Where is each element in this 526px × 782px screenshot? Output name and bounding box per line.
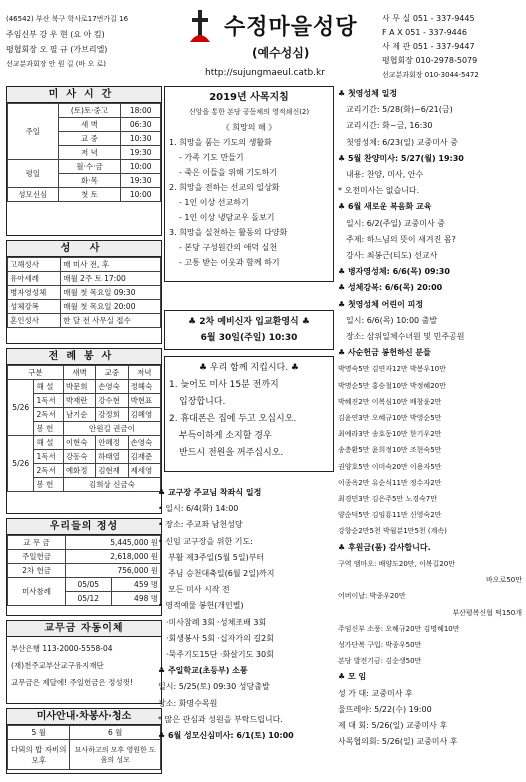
mass-cell: 화·목 — [58, 174, 121, 188]
rules-line: 2. 휴대폰은 집에 두고 오십시오. — [169, 414, 297, 424]
mass-cell: 성모신심 — [8, 188, 59, 202]
service-cell: 5/26 — [8, 436, 34, 492]
mass-cell: 새 벽 — [58, 118, 121, 132]
fax: F A X 051 - 337-9446 — [382, 28, 467, 37]
table-row — [8, 104, 161, 118]
mission-head: 선교분과회장 안 원 길 (바 오 로) — [6, 60, 106, 68]
notice-line: ♣ 병자영성체: 6/6(목) 09:30 — [338, 267, 450, 277]
sacrament-cell: 병자영성체 — [8, 286, 61, 300]
offering-box — [6, 518, 162, 616]
guideline-title: 2019년 사목지침 — [209, 92, 289, 103]
notice-line: 내용: 찬양, 미사, 안수 — [346, 170, 424, 180]
pastoral-guideline-box — [164, 86, 334, 282]
mission-phone: 선교분과회장 010-3044-5472 — [382, 71, 479, 79]
rules-line: 입장합니다. — [179, 397, 226, 407]
notice-line: * 오전미사는 없습니다. — [338, 186, 420, 196]
service-cell: 남기순 — [63, 408, 95, 422]
service-cell: 정헤숙 — [128, 380, 160, 394]
mass-cell: (토)토·중고 — [58, 104, 121, 118]
mass-cell: 10:30 — [121, 132, 161, 146]
council-president: 평협회장 오 필 규 (가브리엘) — [6, 45, 108, 54]
service-cell: 손영숙 — [96, 380, 128, 394]
guideline-sub: 신앙을 통한 본당 공동체의 영적쇄신(2) — [188, 108, 310, 116]
sacrament-cell: 고해성사 — [8, 258, 61, 272]
support-line: 성가단복 구입: 박종우50만 — [338, 640, 422, 649]
notice-line: * 많은 관심과 성원을 부탁드립니다. — [158, 714, 283, 724]
church-logo-icon — [190, 10, 210, 42]
rules-line: 부득이하게 소지할 경우 — [179, 431, 272, 441]
service-table — [7, 365, 161, 492]
service-cell: 강동숙 — [63, 450, 95, 464]
offering-cell: 미사참례 — [8, 578, 66, 606]
service-head: 교중 — [96, 366, 128, 380]
notice-line: 모든 미사 시작 전 — [168, 585, 230, 595]
table-row — [8, 726, 161, 740]
notice-line: 교리시간: 화~금, 16:30 — [346, 121, 433, 131]
notice-line: 장소: 화명수목원 — [158, 698, 218, 708]
guide-box — [6, 708, 162, 774]
notice-line: ♣ 6월 새로운 복음화 교육 — [338, 202, 432, 212]
sacrament-cell: 한 달 전 사무실 접수 — [61, 314, 161, 328]
address: (46542) 부산 북구 학사로17번가길 16 — [6, 15, 129, 23]
notice-line: • 장소: 주교좌 남천성당 — [158, 520, 243, 530]
service-cell: 1독서 — [34, 450, 63, 464]
mass-cell: 월·수·금 — [58, 160, 121, 174]
guide-table — [7, 725, 161, 770]
sacrament-title: 성 사 — [7, 241, 161, 257]
sacrament-cell: 성체강복 — [8, 300, 61, 314]
notice-line: 주제: 하느님의 뜻이 새겨진 몸? — [346, 234, 456, 244]
notice-line: 첫영성체: 6/23(일) 교중미사 중 — [346, 137, 458, 147]
table-row — [8, 536, 161, 550]
guideline-line: - 1인 이상 선교하기 — [179, 198, 249, 207]
notice-line: ♣ 첫영성체 일정 — [338, 89, 398, 98]
table-row — [8, 366, 161, 380]
service-cell: 이현숙 — [63, 436, 95, 450]
service-cell: 해 설 — [34, 380, 63, 394]
guide-title: 미사안내·차봉사·청소 — [7, 709, 161, 725]
table-row — [8, 286, 161, 300]
support-line: 어버이날: 박종우20만 — [338, 592, 406, 601]
table-row — [8, 188, 161, 202]
notice-line: 일시: 6/2(주일) 교중미사 중 — [346, 218, 445, 228]
notice-line: ♣ 사순헌금 봉헌하신 분들 — [338, 348, 431, 358]
notice-line: 교리기간: 5/28(화)~6/21(금) — [346, 105, 453, 115]
guideline-line: - 본당 구성원간의 애덕 실천 — [179, 243, 278, 252]
donor-row: 김윤연3만 오혜규10만 박영순5만 — [338, 414, 442, 423]
table-row — [8, 564, 161, 578]
donor-row: 강향순2만5천 박월분1만5천 (계속) — [338, 527, 447, 536]
service-cell: 박문희 — [63, 380, 95, 394]
notice-line: ♣ 첫영성체 어린이 피정 — [338, 299, 424, 309]
table-row — [8, 578, 161, 592]
mass-table — [7, 103, 161, 202]
donor-row: 권양호5만 이미숙20만 이용자5만 — [338, 462, 442, 471]
notice-line: 부활 제3주일(5월 5일)부터 — [168, 552, 265, 562]
notice-line: ·미사참례 3회 ·성체조배 3회 — [166, 617, 267, 627]
mass-cell: 저 녁 — [58, 146, 121, 160]
notice-line: 장소: 삼위일체수녀원 및 민주공원 — [346, 332, 465, 342]
rectory-phone: 사 제 관 051 - 337-9447 — [382, 42, 475, 51]
service-cell: 김혜영 — [128, 408, 160, 422]
council-phone: 평협회장 010-2978-5079 — [382, 56, 478, 65]
sacrament-cell: 매월 2주 토 17:00 — [61, 272, 161, 286]
table-row — [8, 272, 161, 286]
guideline-line: 2. 희망을 전하는 선교의 일상화 — [169, 183, 280, 192]
sacrament-table — [7, 257, 161, 328]
right-column — [338, 86, 522, 750]
mass-cell: 주일 — [8, 104, 59, 160]
parish-url[interactable]: http://sujungmaeul.catb.kr — [205, 68, 325, 78]
notice-line: 일시: 5/25(토) 09:30 성당출발 — [158, 682, 270, 692]
notice-line: • 일시: 6/4(화) 14:00 — [158, 504, 239, 514]
foundation: (재)천주교부산교구유지재단 — [11, 661, 104, 670]
mass-cell: 평일 — [8, 160, 59, 188]
header — [0, 0, 526, 84]
service-cell: 봉 헌 — [34, 422, 63, 436]
service-cell: 하태열 — [96, 450, 128, 464]
offering-cell: 05/05 — [66, 578, 111, 592]
service-cell: 2독서 — [34, 464, 63, 478]
offering-cell: 756,000 원 — [66, 564, 161, 578]
guideline-line: 3. 희망을 실천하는 활동의 다양화 — [169, 228, 288, 237]
table-row — [8, 740, 161, 770]
offering-cell: 498 명 — [111, 592, 160, 606]
meeting-line: 울뜨레야: 5/22(수) 19:00 — [338, 704, 432, 714]
guideline-line: - 죽은 이들을 위해 기도하기 — [179, 168, 278, 177]
offering-cell: 2차 헌금 — [8, 564, 66, 578]
rules-title: ♣ 우리 함께 지킵시다. ♣ — [199, 363, 299, 373]
notice-line: ♣ 성체강복: 6/6(목) 20:00 — [338, 283, 443, 293]
support-line: 부산평복신협 떡150개 — [452, 608, 522, 617]
sacrament-cell: 매 미사 전, 후 — [61, 258, 161, 272]
mass-cell: 10:00 — [121, 188, 161, 202]
rules-line: 반드시 전원을 꺼주십시오. — [179, 448, 284, 458]
table-row — [8, 314, 161, 328]
service-cell: 김희상 신금숙 — [63, 478, 160, 492]
notice-line: ♣ 교구장 주교님 착좌식 일정 — [158, 488, 262, 497]
offering-cell: 2,618,000 원 — [66, 550, 161, 564]
meeting-line: 성 가 대: 교중미사 후 — [338, 688, 413, 698]
donor-row: 송층환5만 윤희정10만 조현숙5만 — [338, 446, 442, 455]
table-row — [8, 160, 161, 174]
service-cell: 손영숙 — [128, 436, 160, 450]
guideline-line: 1. 희망을 품는 기도의 생활화 — [169, 138, 272, 147]
guideline-theme: 《 희망의 해 》 — [221, 123, 277, 132]
notice-line: ·회생봉사 5회 ·십자가의 길2회 — [166, 633, 274, 643]
offering-cell: 5,445,000 원 — [66, 536, 161, 550]
transfer-note: 교무금은 제달에! 주일헌금은 정성껏! — [11, 678, 133, 687]
meeting-line: 사목협의회: 5/26(일) 교중미사 후 — [338, 737, 458, 747]
offering-cell: 459 명 — [111, 578, 160, 592]
table-row — [8, 550, 161, 564]
office-phone: 사 무 실 051 - 337-9445 — [382, 14, 475, 23]
donor-row: 최경민3만 김은주5만 노경숙7만 — [338, 495, 437, 504]
mass-cell: 교 중 — [58, 132, 121, 146]
guide-cell: 다뫼의 밥 자비의 모후 — [8, 740, 70, 770]
entrance-ceremony-box — [164, 310, 334, 350]
mass-times-box — [6, 86, 162, 236]
service-cell: 1독서 — [34, 394, 63, 408]
table-row — [8, 258, 161, 272]
offering-cell: 교 무 금 — [8, 536, 66, 550]
service-cell: 박재란 — [63, 394, 95, 408]
notice-line: ♣ 6월 성모신심미사: 6/1(토) 10:00 — [158, 731, 294, 741]
table-row — [8, 436, 161, 450]
guideline-line: - 1인 이상 냉담교우 돌보기 — [179, 213, 275, 222]
transfer-box — [6, 620, 162, 704]
notice-line: 강사: 최봉근(티도) 선교사 — [346, 251, 438, 261]
donor-row: 박명숙5만 김연자12만 박봉우10만 — [338, 365, 446, 374]
mass-cell: 18:00 — [121, 104, 161, 118]
service-cell: 김현재 — [96, 464, 128, 478]
service-cell: 안혜정 — [96, 436, 128, 450]
service-cell: 봉 헌 — [34, 478, 63, 492]
sacrament-cell: 혼인성사 — [8, 314, 61, 328]
table-row — [8, 380, 161, 394]
parish-subtitle: (예수성심) — [252, 46, 310, 60]
notice-line: 주님 승천대축일(6월 2일)까지 — [168, 569, 275, 579]
notice-line: ♣ 5월 찬양미사: 5/27(월) 19:30 — [338, 153, 464, 163]
service-cell: 제세영 — [128, 464, 160, 478]
header-left-info — [6, 12, 186, 72]
mass-cell: 첫 토 — [58, 188, 121, 202]
guide-cell: 묘사하고의 모후 영원한 도움의 성모 — [70, 740, 161, 770]
notice-line: ·묵주기도15단 ·화살기도 30회 — [166, 650, 274, 660]
guideline-line: - 고통 받는 이웃과 함께 하기 — [179, 258, 280, 267]
sacrament-cell: 매월 첫 목요일 09:30 — [61, 286, 161, 300]
service-cell: 예화정 — [63, 464, 95, 478]
header-contacts — [382, 12, 479, 82]
mass-cell: 06:30 — [121, 118, 161, 132]
donor-row: 최예라3만 송호동10만 한기우2만 — [338, 430, 442, 439]
left-column — [6, 86, 162, 776]
bank-account: 부산은행 113-2000-5558-04 — [11, 644, 113, 653]
service-cell: 2독서 — [34, 408, 63, 422]
service-box — [6, 348, 162, 514]
offering-table — [7, 535, 161, 606]
table-row — [8, 300, 161, 314]
guide-month: 6 월 — [70, 726, 161, 740]
service-head: 저녁 — [128, 366, 160, 380]
pastor: 주임신부 강 우 현 (요 아 킴) — [6, 30, 105, 39]
offering-cell: 05/12 — [66, 592, 111, 606]
donor-row: 이종옥2만 유순식11만 정수자2만 — [338, 478, 442, 487]
support-line: 주임신부 소풍: 오혜규20만 김명혜10만 — [338, 624, 460, 633]
entrance-date: 6월 30일(주일) 10:30 — [200, 333, 298, 343]
entrance-line: ♣ 2차 예비신자 입교환영식 ♣ — [188, 317, 310, 327]
transfer-title: 교무금 자동이체 — [7, 621, 161, 637]
guide-month: 5 월 — [8, 726, 70, 740]
mass-cell: 10:00 — [121, 160, 161, 174]
service-cell: 안원길 권금이 — [63, 422, 160, 436]
service-head: 구분 — [8, 366, 64, 380]
rules-line: 1. 늦어도 미사 15분 전까지 — [169, 380, 279, 390]
notice-line: • 신임 교구장을 위한 기도: — [158, 536, 253, 546]
donor-row: 박명순5만 홍승철10만 박정혜20만 — [338, 381, 446, 390]
guideline-line: - 가족 기도 만들기 — [179, 153, 244, 162]
mass-cell: 19:30 — [121, 174, 161, 188]
notice-line: ♣ 주일학교(초등부) 소풍 — [158, 666, 248, 676]
mass-cell: 19:30 — [121, 146, 161, 160]
service-head: 새벽 — [63, 366, 95, 380]
service-cell: 박현표 — [128, 394, 160, 408]
service-cell: 김재준 — [128, 450, 160, 464]
rules-box — [164, 356, 334, 472]
sacrament-cell: 유아세례 — [8, 272, 61, 286]
parish-title: 수정마을성당 — [224, 15, 358, 40]
support-line: 본당 발전기금: 김순생50만 — [338, 657, 422, 666]
support-line: 구역 앰마오: 배양도20만, 이복길20만 — [338, 559, 455, 568]
notice-line: 일시: 6/6(목) 10:00 출발 — [346, 315, 438, 325]
donor-row: 박혜진2만 이복심10만 배창윤2만 — [338, 397, 442, 406]
notice-line: ♣ 모 임 — [338, 672, 367, 682]
sacrament-cell: 매월 첫 목요일 20:00 — [61, 300, 161, 314]
service-cell: 5/26 — [8, 380, 34, 436]
notice-line: • 영적예물 봉헌(개인별) — [158, 601, 244, 611]
service-title: 전례봉사 — [7, 349, 161, 365]
meeting-line: 제 대 회: 5/26(일) 교중미사 후 — [338, 720, 448, 730]
sacrament-box — [6, 240, 162, 344]
offering-title: 우리들의 정성 — [7, 519, 161, 535]
service-cell: 강수현 — [96, 394, 128, 408]
support-line: 바오로50만 — [486, 576, 522, 585]
service-cell: 해 설 — [34, 436, 63, 450]
service-cell: 강정희 — [96, 408, 128, 422]
middle-bottom-notices — [158, 485, 336, 744]
offering-cell: 주일헌금 — [8, 550, 66, 564]
donor-row: 양순덕5만 김임룡11만 신영숙2만 — [338, 511, 442, 520]
notice-line: ♣ 후원금(품) 감사합니다. — [338, 542, 431, 552]
mass-title: 미사시간 — [7, 87, 161, 103]
